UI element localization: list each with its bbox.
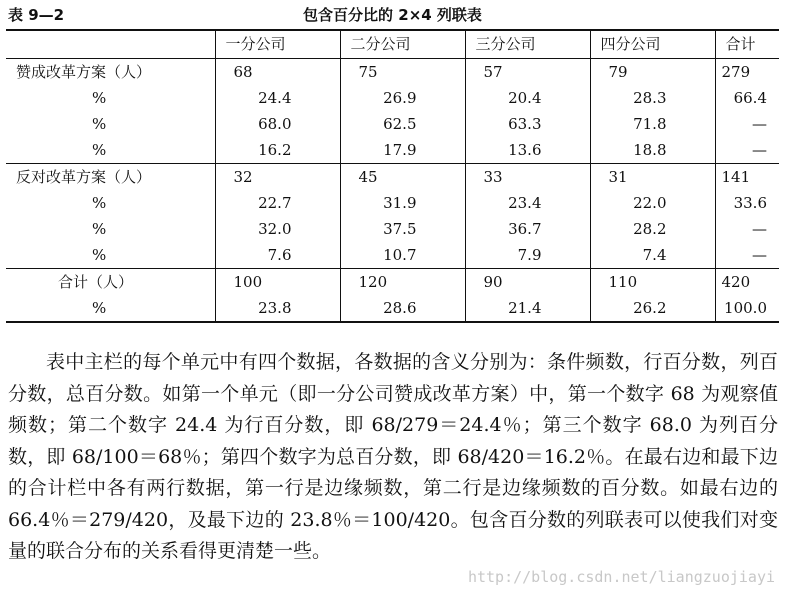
- table-row: [6, 242, 779, 269]
- count-cell: 120: [340, 269, 465, 296]
- table-row: [6, 295, 779, 322]
- header-row: [6, 30, 779, 59]
- pct-cell: 71.8: [590, 111, 715, 137]
- pct-cell-total: —: [715, 111, 779, 137]
- count-cell: 68: [215, 59, 340, 86]
- table-number: 表 9—2: [8, 6, 65, 24]
- pct-cell: 23.8: [215, 295, 340, 322]
- count-cell: 79: [590, 59, 715, 86]
- table-title: 包含百分比的 2×4 列联表: [303, 6, 482, 24]
- pct-cell: 22.7: [215, 190, 340, 216]
- pct-cell-total: 33.6: [715, 190, 779, 216]
- pct-cell: 26.2: [590, 295, 715, 322]
- pct-cell: 28.6: [340, 295, 465, 322]
- pct-cell: 63.3: [465, 111, 590, 137]
- row-label: 反对改革方案（人）: [6, 164, 215, 191]
- pct-cell-total: —: [715, 216, 779, 242]
- row-label: %: [92, 115, 107, 133]
- pct-cell: 17.9: [340, 137, 465, 164]
- table-row: [6, 164, 779, 191]
- row-label: %: [92, 246, 107, 264]
- count-cell: 31: [590, 164, 715, 191]
- pct-cell: 26.9: [340, 85, 465, 111]
- pct-cell: 28.3: [590, 85, 715, 111]
- pct-cell-total: 66.4: [715, 85, 779, 111]
- table-row: [6, 85, 779, 111]
- header-cell-total: 合计: [715, 30, 779, 59]
- row-label: %: [6, 295, 215, 322]
- header-cell-branch-4: 四分公司: [590, 30, 715, 59]
- count-cell: 110: [590, 269, 715, 296]
- count-cell: 100: [215, 269, 340, 296]
- pct-cell: 62.5: [340, 111, 465, 137]
- watermark-url: http://blog.csdn.net/liangzuojiayi: [467, 568, 775, 586]
- table-row: [6, 111, 779, 137]
- pct-cell: 20.4: [465, 85, 590, 111]
- pct-cell: 16.2: [215, 137, 340, 164]
- header-cell-branch-1: 一分公司: [215, 30, 340, 59]
- pct-cell: 68.0: [215, 111, 340, 137]
- pct-cell: 18.8: [590, 137, 715, 164]
- table-row: [6, 59, 779, 86]
- pct-cell: 32.0: [215, 216, 340, 242]
- count-cell-total: 141: [715, 164, 779, 191]
- row-label: 赞成改革方案（人）: [6, 59, 215, 86]
- pct-cell: 22.0: [590, 190, 715, 216]
- header-cell-branch-3: 三分公司: [465, 30, 590, 59]
- explanation-paragraph: 表中主栏的每个单元中有四个数据，各数据的含义分别为：条件频数，行百分数，列百分数，总百分数。如第一个单元（即一分公司赞成改革方案）中，第一个数字 68 为观察值频数；第二个数字 24.4 为行百分数，即 68/279＝24.4％；第三个数字 68.0 为列百分数，即 68/100＝68％；第四个数字为总百分数，即 68/420＝16.2％。在最右边和最下边的合计栏中各有两行数据，第一行是边缘频数，第二行是边缘频数的百分数。如最右边的 66.4％＝279/420，及最下边的 23.8％＝100/420。包含百分数的列联表可以使我们对变量的联合分布的关系看得更清楚一些。: [8, 351, 778, 562]
- count-cell: 75: [340, 59, 465, 86]
- count-cell: 45: [340, 164, 465, 191]
- count-cell-total: 279: [715, 59, 779, 86]
- pct-cell: 7.6: [215, 242, 340, 269]
- pct-cell: 28.2: [590, 216, 715, 242]
- table-row: [6, 190, 779, 216]
- header-cell-branch-2: 二分公司: [340, 30, 465, 59]
- row-label: %: [92, 194, 107, 212]
- pct-cell: 7.9: [465, 242, 590, 269]
- count-cell: 90: [465, 269, 590, 296]
- table-row: [6, 216, 779, 242]
- pct-cell: 24.4: [215, 85, 340, 111]
- pct-cell: 10.7: [340, 242, 465, 269]
- pct-cell-total: 100.0: [715, 295, 779, 322]
- table-row: [6, 269, 779, 296]
- row-label: %: [92, 220, 107, 238]
- pct-cell: 7.4: [590, 242, 715, 269]
- table-row: [6, 137, 779, 164]
- contingency-table: [6, 29, 779, 323]
- pct-cell: 31.9: [340, 190, 465, 216]
- count-cell: 33: [465, 164, 590, 191]
- row-label: %: [92, 141, 107, 159]
- count-cell-total: 420: [715, 269, 779, 296]
- row-label: %: [92, 89, 107, 107]
- pct-cell: 23.4: [465, 190, 590, 216]
- count-cell: 57: [465, 59, 590, 86]
- pct-cell-total: —: [715, 242, 779, 269]
- header-cell-corner: [6, 30, 215, 59]
- pct-cell: 36.7: [465, 216, 590, 242]
- table-caption: [0, 4, 785, 26]
- pct-cell: 13.6: [465, 137, 590, 164]
- row-label: 合计（人）: [6, 269, 215, 296]
- count-cell: 32: [215, 164, 340, 191]
- pct-cell-total: —: [715, 137, 779, 164]
- pct-cell: 21.4: [465, 295, 590, 322]
- pct-cell: 37.5: [340, 216, 465, 242]
